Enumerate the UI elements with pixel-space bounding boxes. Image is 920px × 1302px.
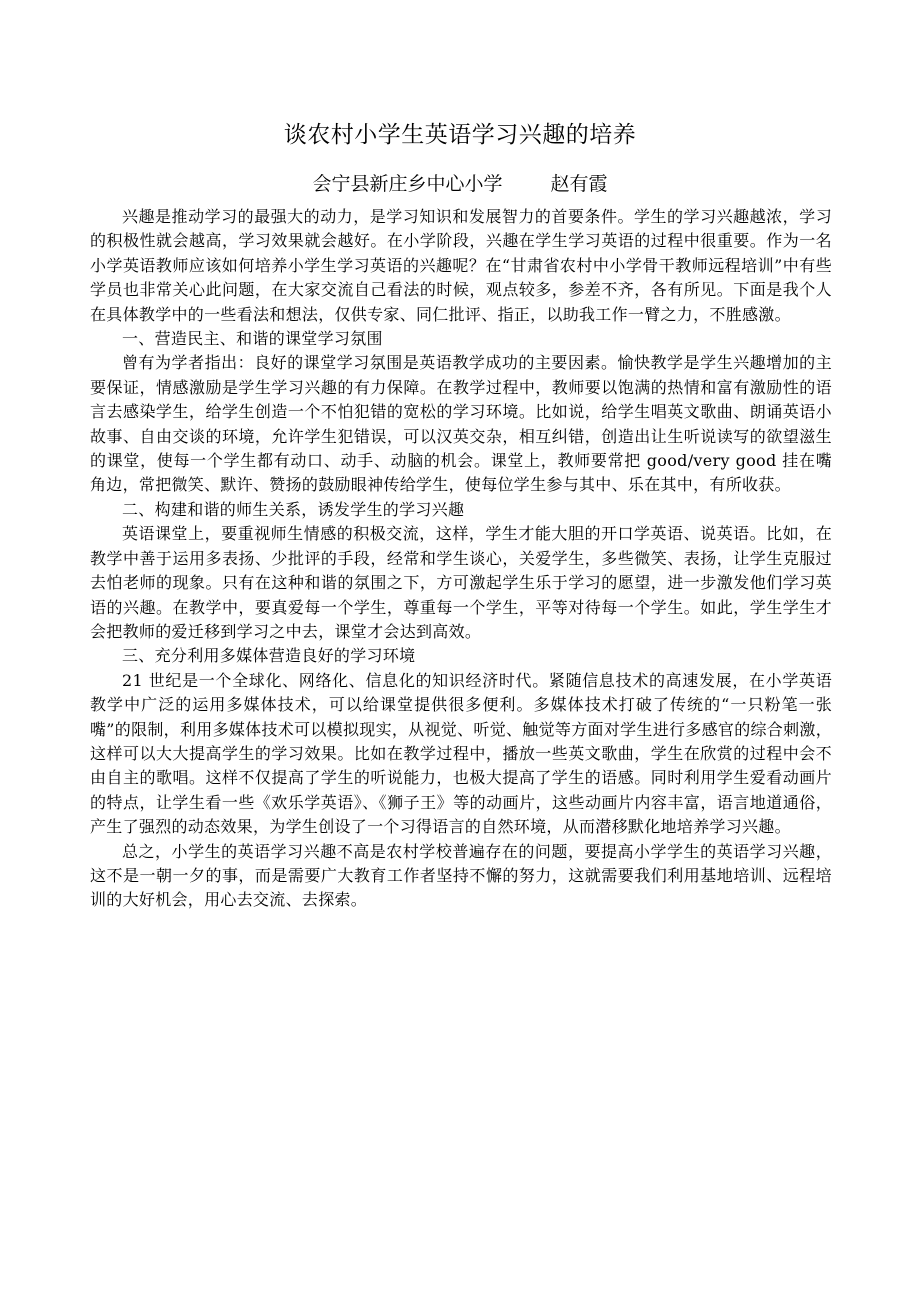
section-heading-3: 三、充分利用多媒体营造良好的学习环境 <box>122 646 416 666</box>
section-heading-1: 一、营造民主、和谐的课堂学习氛围 <box>122 329 383 349</box>
conclusion-paragraph: 总之，小学生的英语学习兴趣不高是农村学校普遍存在的问题，要提高小学学生的英语学习兴趣，这不是一朝一夕的事，而是需要广大教育工作者坚持不懈的努力，这就需要我们利用基地培训、远程培训的大好机会，用心去交流、去探索。 <box>90 841 832 910</box>
section-heading-2: 二、构建和谐的师生关系，诱发学生的学习兴趣 <box>122 499 465 519</box>
byline-author: 赵有霞 <box>550 173 608 195</box>
section-paragraph-3: 21 世纪是一个全球化、网络化、信息化的知识经济时代。紧随信息技术的高速发展，在小学英语教学中广泛的运用多媒体技术，可以给课堂提供很多便利。多媒体技术打破了传统的“一只粉笔一张嘴”的限制，利用多媒体技术可以模拟现实，从视觉、听觉、触觉等方面对学生进行多感官的综合刺激，这样可以大大提高学生的学习效果。比如在教学过程中，播放一些英文歌曲，学生在欣赏的过程中会不由自主的歌唱。这样不仅提高了学生的听说能力，也极大提高了学生的语感。同时利用学生爱看动画片的特点，让学生看一些《欢乐学英语》、《狮子王》等的动画片，这些动画片内容丰富，语言地道通俗，产生了强烈的动态效果，为学生创设了一个习得语言的自然环境，从而潜移默化地培养学习兴趣。 <box>90 670 832 837</box>
document-title: 谈农村小学生英语学习兴趣的培养 <box>283 122 637 148</box>
section-paragraph-1: 曾有为学者指出：良好的课堂学习氛围是英语教学成功的主要因素。愉快教学是学生兴趣增加的主要保证，情感激励是学生学习兴趣的有力保障。在教学过程中，教师要以饱满的热情和富有激励性的语言去感染学生，给学生创造一个不怕犯错的宽松的学习环境。比如说，给学生唱英文歌曲、朗诵英语小故事、自由交谈的环境，允许学生犯错误，可以汉英交杂，相互纠错，创造出让生听说读写的欲望滋生的课堂，使每一个学生都有动口、动手、动脑的机会。课堂上，教师要常把 good/very good 挂在嘴角边，常把微笑、默许、赞扬的鼓励眼神传给学生，使每位学生参与其中、乐在其中，有所收获。 <box>90 353 832 495</box>
byline-school: 会宁县新庄乡中心小学 <box>312 173 503 195</box>
byline <box>0 170 920 198</box>
intro-paragraph: 兴趣是推动学习的最强大的动力，是学习知识和发展智力的首要条件。学生的学习兴趣越浓，学习的积极性就会越高，学习效果就会越好。在小学阶段，兴趣在学生学习英语的过程中很重要。作为一名小学英语教师应该如何培养小学生学习英语的兴趣呢？在“甘肃省农村中小学骨干教师远程培训”中有些学员也非常关心此问题，在大家交流自己看法的时候，观点较多，参差不齐，各有所见。下面是我个人在具体教学中的一些看法和想法，仅供专家、同仁批评、指正，以助我工作一臂之力，不胜感激。 <box>90 207 832 324</box>
document-body <box>90 205 832 913</box>
section-paragraph-2: 英语课堂上，要重视师生情感的积极交流，这样，学生才能大胆的开口学英语、说英语。比如，在教学中善于运用多表扬、少批评的手段，经常和学生谈心，关爱学生，多些微笑、表扬，让学生克服过去怕老师的现象。只有在这种和谐的氛围之下，方可激起学生乐于学习的愿望，进一步激发他们学习英语的兴趣。在教学中，要真爱每一个学生，尊重每一个学生，平等对待每一个学生。如此，学生学生才会把教师的爱迁移到学习之中去，课堂才会达到高效。 <box>90 524 832 641</box>
